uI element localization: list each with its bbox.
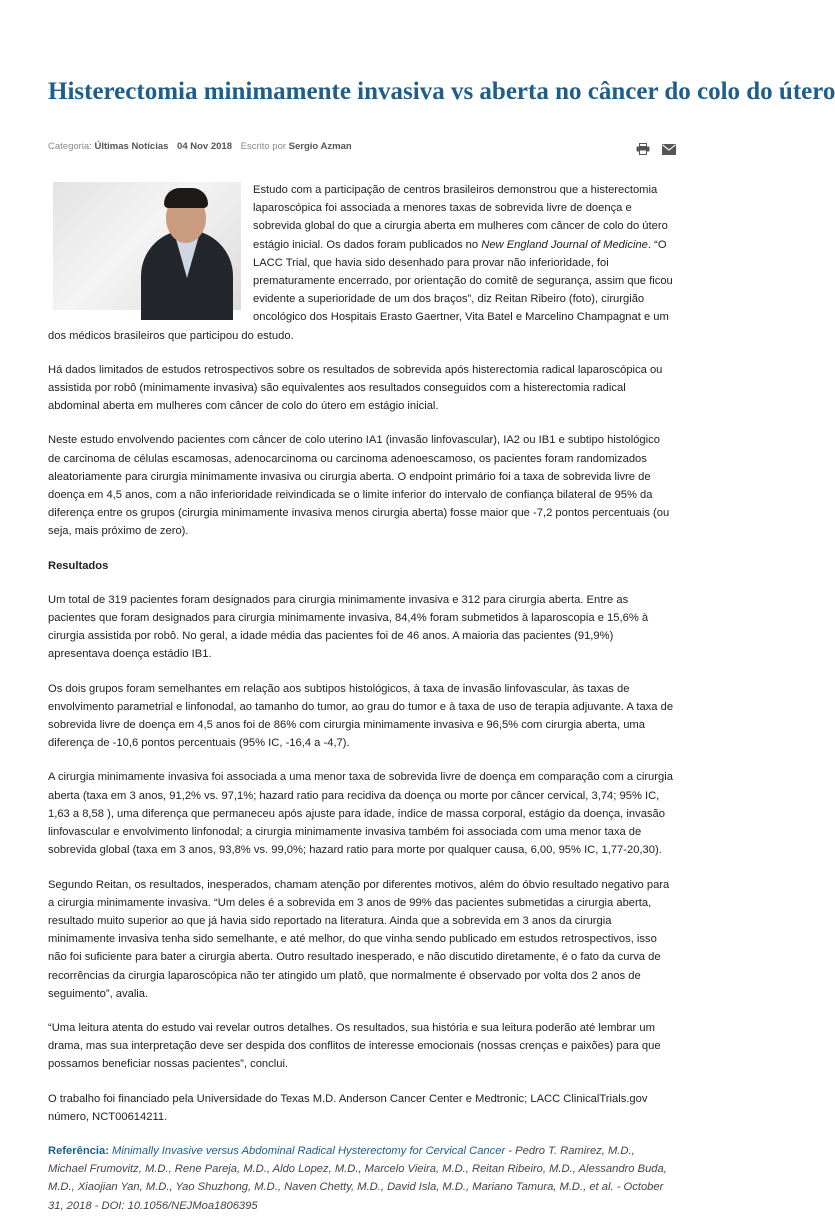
doctor-portrait bbox=[53, 182, 241, 310]
paragraph-methods: Neste estudo envolvendo pacientes com câncer de colo uterino IA1 (invasão linfovascular), IA2 ou IB1 e subtipo histológico de carcinoma de células escamosas, adenocarcinoma ou carcinoma adenoescamoso, os pacientes foram randomizados aleatoriamente para cirurgia minimamente invasiva ou cirurgia aberta. O endpoint primário foi a taxa de sobrevida livre de doença em 4,5 anos, com a não inferioridade reivindicada se o limite inferior do intervalo de confiança bilateral de 95% da diferença entre os grupos (cirurgia minimamente invasiva menos cirurgia aberta) fosse maior que -7,2 pontos percentuais (ou seja, mais próximo de zero). bbox=[48, 434, 670, 538]
article-title: Histerectomia minimamente invasiva vs aberta no câncer do colo do útero bbox=[48, 78, 835, 105]
printer-icon[interactable] bbox=[636, 142, 650, 160]
journal-name: New England Journal of Medicine bbox=[481, 238, 648, 251]
intro-paragraph bbox=[48, 181, 674, 345]
paragraph-background: Há dados limitados de estudos retrospectivos sobre os resultados de sobrevida após histerectomia radical laparoscópica ou assistida por robô (minimamente invasiva) são equivalentes aos resultados conseguidos com a histerectomia radical abdominal aberta em mulheres com câncer de colo do útero em estágio inicial. bbox=[48, 363, 663, 413]
author-label: Escrito por bbox=[240, 141, 287, 152]
category-link[interactable]: Últimas Notícias bbox=[94, 141, 169, 152]
reference-authors: - Pedro T. Ramirez, M.D., Michael Frumovitz, M.D., Rene Pareja, M.D., Aldo Lopez, M.D., Marcelo Vieira, M.D., Reitan Ribeiro, M.D., Alessandro Buda, M.D., Xiaojian Yan, M.D., Yao Shuzhong, M.D., Naven Chetty, M.D., David Isla, M.D., Mariano Tamura, M.D., et al. - October 31, 2018 - DOI: 10.1056/NEJMoa1806395 bbox=[48, 1144, 667, 1212]
intro-text-2: . “O LACC Trial, que havia sido desenhado para provar não inferioridade, foi prematuramente encerrado, por orientação do comitê de segurança, assim que ficou evidente a superioridade de um dos braços”, diz Reitan Ribeiro (foto), cirurgião oncológico dos Hospitais Erasto Gaertner, Vita Batel e Marcelino Champagnat e um dos médicos brasileiros que participou do estudo. bbox=[48, 238, 673, 342]
article-body bbox=[48, 181, 674, 1231]
category-label: Categoria: bbox=[48, 141, 92, 152]
article-meta bbox=[48, 141, 352, 152]
reference bbox=[48, 1142, 674, 1215]
paragraph-conclusion: “Uma leitura atenta do estudo vai revelar outros detalhes. Os resultados, sua história e sua leitura poderão até lembrar um drama, mas sua interpretação deve ser despida dos conflitos de interesse emocionais (nossas crenças e paixões) para que possamos beneficiar nossas pacientes”, conclui. bbox=[48, 1021, 661, 1071]
article-tools bbox=[636, 142, 676, 160]
intro-text-1: Estudo com a participação de centros brasileiros demonstrou que a histerectomia laparoscópica foi associada a menores taxas de sobrevida livre de doença e sobrevida global do que a cirurgia aberta em mulheres com câncer de colo do útero estágio inicial. Os dados foram publicados no bbox=[253, 184, 668, 251]
paragraph-quote: Segundo Reitan, os resultados, inesperados, chamam atenção por diferentes motivos, além do óbvio resultado negativo para a cirurgia minimamente invasiva. “Um deles é a sobrevida em 3 anos de 99% das pacientes submetidas a cirurgia aberta, resultado muito superior ao que já havia sido reportado na literatura. Ainda que a sobrevida em 3 anos da cirurgia minimamente invasiva tenha sido semelhante, e até melhor, do que vinha sendo publicado em estudos retrospectivos, isso não foi suficiente para bater a cirurgia aberta. Outro resultado inesperado, e não discutido diretamente, é o fato da curva de recorrências da cirurgia laparoscópica não ter atingido um platô, que normalmente é observado por volta dos 2 anos de seguimento”, avalia. bbox=[48, 878, 670, 1000]
reference-link[interactable]: Minimally Invasive versus Abdominal Radical Hysterectomy for Cervical Cancer bbox=[112, 1144, 506, 1157]
reference-label: Referência: bbox=[48, 1144, 109, 1157]
paragraph-results-2: Os dois grupos foram semelhantes em relação aos subtipos histológicos, à taxa de invasão linfovascular, às taxas de envolvimento parametrial e linfonodal, ao tamanho do tumor, ao grau do tumor e à taxa de uso de terapia adjuvante. A taxa de sobrevida livre de doença em 4,5 anos foi de 86% com cirurgia minimamente invasiva e 96,5% com cirurgia aberta, uma diferença de -10,6 pontos percentuais (95% IC, -16,4 a -4,7). bbox=[48, 682, 674, 750]
paragraph-results-1: Um total de 319 pacientes foram designados para cirurgia minimamente invasiva e 312 para cirurgia aberta. Entre as pacientes que foram designados para cirurgia minimamente invasiva, 84,4% foram submetidos à laparoscopia e 15,6% à cirurgia assistida por robô. No geral, a idade média das pacientes foi de 46 anos. A maioria das pacientes (91,9%) apresentava doença estádio IB1. bbox=[48, 593, 649, 661]
paragraph-funding: O trabalho foi financiado pela Universidade do Texas M.D. Anderson Cancer Center e Medtronic; LACC ClinicalTrials.gov número, NCT00614211. bbox=[48, 1092, 648, 1123]
envelope-icon[interactable] bbox=[662, 142, 676, 160]
paragraph-results-3: A cirurgia minimamente invasiva foi associada a uma menor taxa de sobrevida livre de doença em comparação com a cirurgia aberta (taxa em 3 anos, 91,2% vs. 97,1%; hazard ratio para recidiva da doença ou morte por câncer cervical, 3,74; 95% IC, 1,63 a 8,58 ), uma diferença que permaneceu após ajuste para idade, índice de massa corporal, estágio da doença, invasão linfovascular e envolvimento linfonodal; a cirurgia minimamente invasiva também foi associada com uma menor taxa de sobrevida global (taxa em 3 anos, 93,8% vs. 99,0%; hazard ratio para morte por qualquer causa, 6,00, 95% IC, 1,77-20,30). bbox=[48, 771, 673, 857]
author-name: Sergio Azman bbox=[288, 141, 352, 152]
results-heading: Resultados bbox=[48, 559, 109, 572]
publish-date: 04 Nov 2018 bbox=[177, 141, 232, 152]
